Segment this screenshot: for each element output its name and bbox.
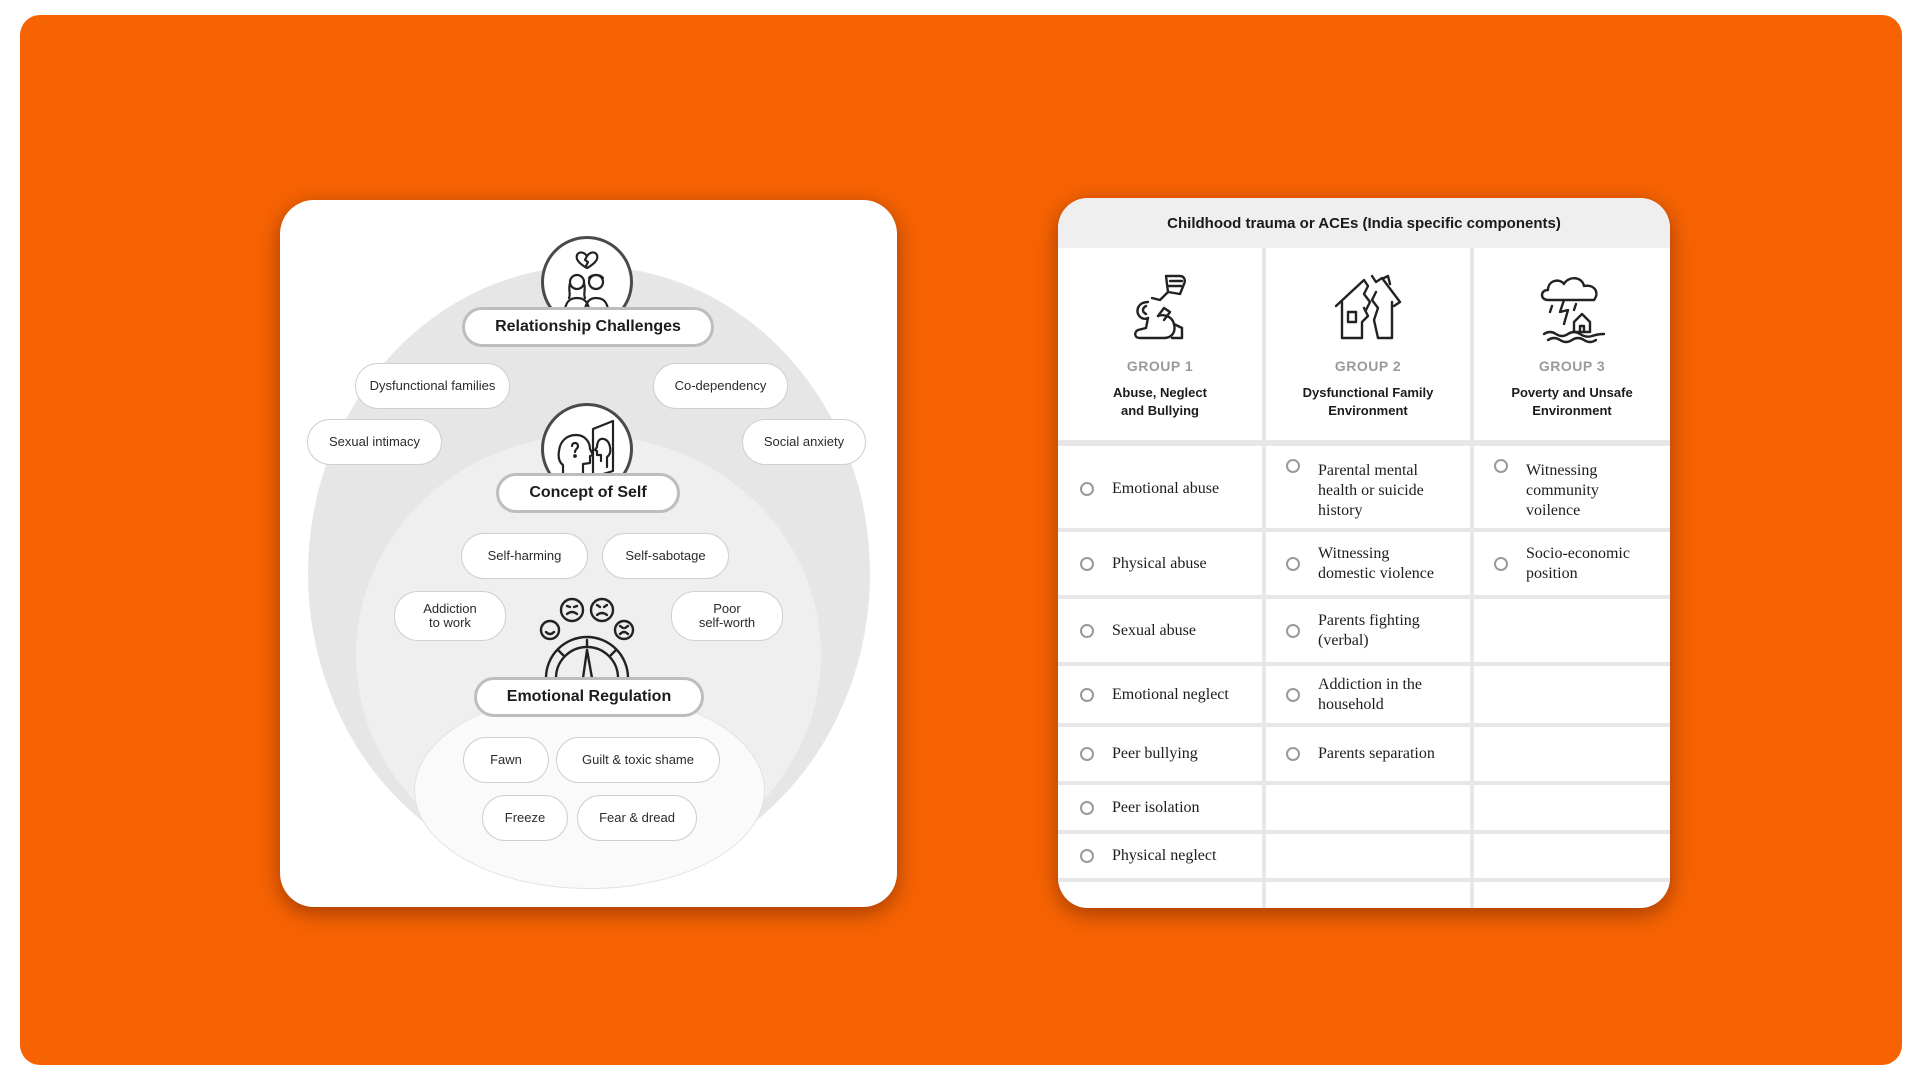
radio-button[interactable] [1080,688,1094,702]
g2-item-witnessing-domestic-violence[interactable] [1286,532,1466,595]
emotional-regulation-heading: Emotional Regulation [474,677,704,717]
item-label: Peer bullying [1112,745,1198,762]
fawn-pill: Fawn [463,737,549,783]
g2-item-parental-mental-health[interactable] [1286,456,1466,526]
fear-dread-pill: Fear & dread [577,795,697,841]
item-label: Emotional abuse [1112,480,1220,497]
group-3-name: Poverty and Unsafe Environment [1511,385,1633,418]
g2-item-parents-fighting[interactable] [1286,599,1466,662]
g2-item-parents-separation[interactable] [1286,727,1466,781]
g1-item-peer-isolation[interactable] [1080,785,1260,830]
guilt-toxic-shame-pill: Guilt & toxic shame [556,737,720,783]
item-label: Sexual abuse [1112,621,1196,639]
group-1-name: Abuse, Neglect and Bullying [1113,385,1207,418]
item-label: Physical neglect [1112,847,1217,864]
self-harming-pill: Self-harming [461,533,588,579]
self-sabotage-pill: Self-sabotage [602,533,729,579]
radio-button[interactable] [1494,459,1508,473]
group-3-header [1474,252,1670,442]
g3-item-socio-economic-position[interactable] [1494,532,1666,595]
crouching-person-fist-icon [1124,272,1196,344]
item-label: Socio-economic position [1526,544,1630,582]
storm-house-icon [1536,272,1608,344]
radio-button[interactable] [1080,747,1094,761]
radio-button[interactable] [1286,624,1300,638]
co-dependency-pill: Co-dependency [653,363,788,409]
g1-item-emotional-neglect[interactable] [1080,666,1260,723]
radio-button[interactable] [1080,482,1094,496]
item-label: Parents separation [1318,745,1435,762]
radio-button[interactable] [1080,557,1094,571]
radio-button[interactable] [1494,557,1508,571]
freeze-pill: Freeze [482,795,568,841]
inner-ring [414,692,765,889]
g1-item-peer-bullying[interactable] [1080,727,1260,781]
g1-item-physical-neglect[interactable] [1080,834,1260,878]
concept-of-self-heading: Concept of Self [496,473,680,513]
sexual-intimacy-pill: Sexual intimacy [307,419,442,465]
aces-table-card [1058,198,1670,908]
radio-button[interactable] [1286,688,1300,702]
table-title: Childhood trauma or ACEs (India specific components) [1058,198,1670,248]
radio-button[interactable] [1286,459,1300,473]
g2-item-addiction-household[interactable] [1286,666,1466,723]
item-label: Physical abuse [1112,554,1207,572]
relationship-challenges-heading: Relationship Challenges [462,307,714,347]
item-label: Emotional neglect [1112,685,1229,703]
item-label: Witnessing community voilence [1526,462,1599,519]
item-label: Peer isolation [1112,798,1200,816]
dysfunctional-families-pill: Dysfunctional families [355,363,510,409]
poor-self-worth-pill: Poor self-worth [671,591,783,641]
radio-button[interactable] [1080,624,1094,638]
group-2-header [1266,252,1470,442]
g3-item-witnessing-community-violence[interactable] [1494,456,1666,526]
group-1-label: GROUP 1 [1126,358,1194,374]
trauma-effects-diagram-card [280,200,897,907]
addiction-to-work-pill: Addiction to work [394,591,506,641]
g1-item-sexual-abuse[interactable] [1080,599,1260,662]
g1-item-physical-abuse[interactable] [1080,532,1260,595]
group-2-name: Dysfunctional Family Environment [1302,385,1434,418]
item-label: Witnessing domestic violence [1318,544,1434,582]
emotion-gauge-icon [536,594,638,680]
group-2-label: GROUP 2 [1334,358,1402,374]
group-1-header [1058,252,1262,442]
social-anxiety-pill: Social anxiety [742,419,866,465]
radio-button[interactable] [1286,747,1300,761]
item-label: Addiction in the household [1318,675,1422,713]
group-3-label: GROUP 3 [1538,358,1606,374]
radio-button[interactable] [1080,849,1094,863]
radio-button[interactable] [1080,801,1094,815]
item-label: Parental mental health or suicide history [1318,462,1424,519]
item-label: Parents fighting (verbal) [1318,611,1420,649]
row-divider [1058,878,1670,882]
g1-item-emotional-abuse[interactable] [1080,450,1260,528]
radio-button[interactable] [1286,557,1300,571]
broken-house-icon [1332,272,1404,344]
